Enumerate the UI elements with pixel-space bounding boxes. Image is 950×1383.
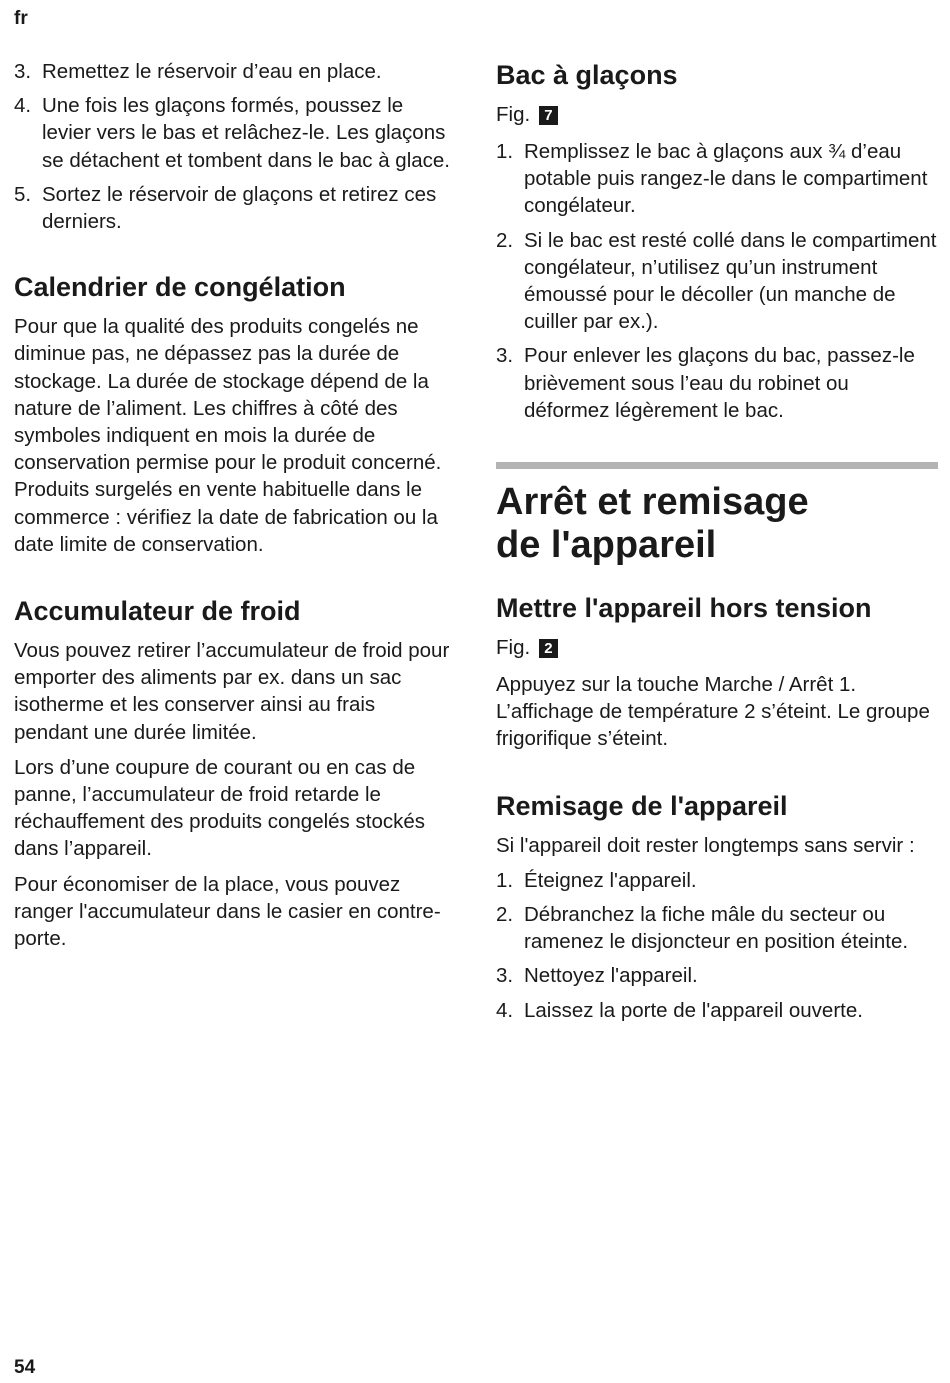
list-item <box>496 227 938 336</box>
step-text: Sortez le réservoir de glaçons et retirez ces derniers. <box>42 182 437 234</box>
step-number: 3. <box>496 344 514 368</box>
step-text: Remplissez le bac à glaçons aux ¾ d’eau potable puis rangez-le dans le compartiment congélateur. <box>524 140 928 218</box>
fig-label: Fig. <box>496 103 531 126</box>
list-item <box>496 997 938 1024</box>
calendrier-paragraph: Pour que la qualité des produits congelés ne diminue pas, ne dépassez pas la durée de stockage. La durée de stockage dépend de la nature de l’aliment. Les chiffres à côté des symboles indiquent en mois la durée de conservation permise pour le produit concerné. Produits surgelés en vente habituelle dans le commerce : vérifiez la date de fabrication ou la date limite de conservation. <box>14 315 442 556</box>
step-number: 2. <box>496 903 514 927</box>
step-text: Laissez la porte de l'appareil ouverte. <box>524 998 863 1022</box>
step-text: Nettoyez l'appareil. <box>524 964 698 988</box>
fig-label: Fig. <box>496 636 531 660</box>
hors-tension-paragraph: Appuyez sur la touche Marche / Arrêt 1. L’affichage de température 2 s’éteint. Le groupe frigorifique s’éteint. <box>496 673 930 751</box>
step-text: Débranchez la fiche mâle du secteur ou ramenez le disjoncteur en position éteinte. <box>524 903 909 954</box>
list-item <box>14 58 454 85</box>
step-text: Pour enlever les glaçons du bac, passez-le brièvement sous l’eau du robinet ou déformez légèrement le bac. <box>524 344 915 422</box>
section-title-remisage: Remisage de l'appareil <box>496 790 788 821</box>
icemaker-steps <box>14 58 454 235</box>
bac-steps <box>496 138 938 424</box>
accumulateur-paragraph-1: Vous pouvez retirer l’accumulateur de froid pour emporter des aliments par ex. dans un sac isotherme et les conserver ainsi au frais pendant une durée limitée. <box>14 639 450 744</box>
chapter-title <box>496 481 938 567</box>
figure-reference <box>496 634 938 661</box>
step-text: Si le bac est resté collé dans le compartiment congélateur, n’utilisez qu’un instrument émoussé pour le décoller (un manche de cuiller par ex.). <box>524 228 937 334</box>
figure-number-badge: 7 <box>539 106 558 125</box>
list-item <box>14 92 454 174</box>
section-title-accumulateur: Accumulateur de froid <box>14 596 301 627</box>
remisage-intro: Si l'appareil doit rester longtemps sans servir : <box>496 833 915 857</box>
step-number: 1. <box>496 140 514 163</box>
list-item <box>496 138 938 220</box>
section-title-calendrier: Calendrier de congélation <box>14 272 346 303</box>
step-number: 4. <box>496 998 514 1022</box>
language-code: fr <box>14 8 28 29</box>
remisage-steps <box>496 867 938 1024</box>
accumulateur-paragraph-3: Pour économiser de la place, vous pouvez ranger l'accumulateur dans le casier en contre-porte. <box>14 872 441 951</box>
step-number: 4. <box>14 94 32 118</box>
right-column <box>496 58 938 1031</box>
step-number: 3. <box>496 964 514 988</box>
left-column <box>14 58 454 960</box>
step-number: 1. <box>496 868 514 892</box>
step-number: 3. <box>14 60 32 83</box>
step-number: 2. <box>496 228 514 252</box>
list-item <box>496 962 938 989</box>
chapter-title-line-2: de l'appareil <box>496 524 717 567</box>
figure-number-badge: 2 <box>539 639 558 658</box>
list-item <box>496 342 938 424</box>
list-item <box>14 181 454 235</box>
step-text: Une fois les glaçons formés, poussez le levier vers le bas et relâchez-le. Les glaçons se détachent et tombent dans le bac à glace. <box>42 94 450 172</box>
list-item <box>496 867 938 894</box>
section-title-hors-tension: Mettre l'appareil hors tension <box>496 593 872 624</box>
step-number: 5. <box>14 182 32 206</box>
section-divider <box>496 462 938 469</box>
section-title-bac: Bac à glaçons <box>496 60 678 90</box>
page-number: 54 <box>14 1357 36 1378</box>
accumulateur-paragraph-2: Lors d’une coupure de courant ou en cas de panne, l’accumulateur de froid retarde le réchauffement des produits congelés stockés dans l’appareil. <box>14 755 426 861</box>
step-text: Remettez le réservoir d’eau en place. <box>42 60 382 83</box>
figure-reference <box>496 101 938 128</box>
step-text: Éteignez l'appareil. <box>524 868 697 892</box>
list-item <box>496 901 938 955</box>
chapter-title-line-1: Arrêt et remisage <box>496 481 809 524</box>
